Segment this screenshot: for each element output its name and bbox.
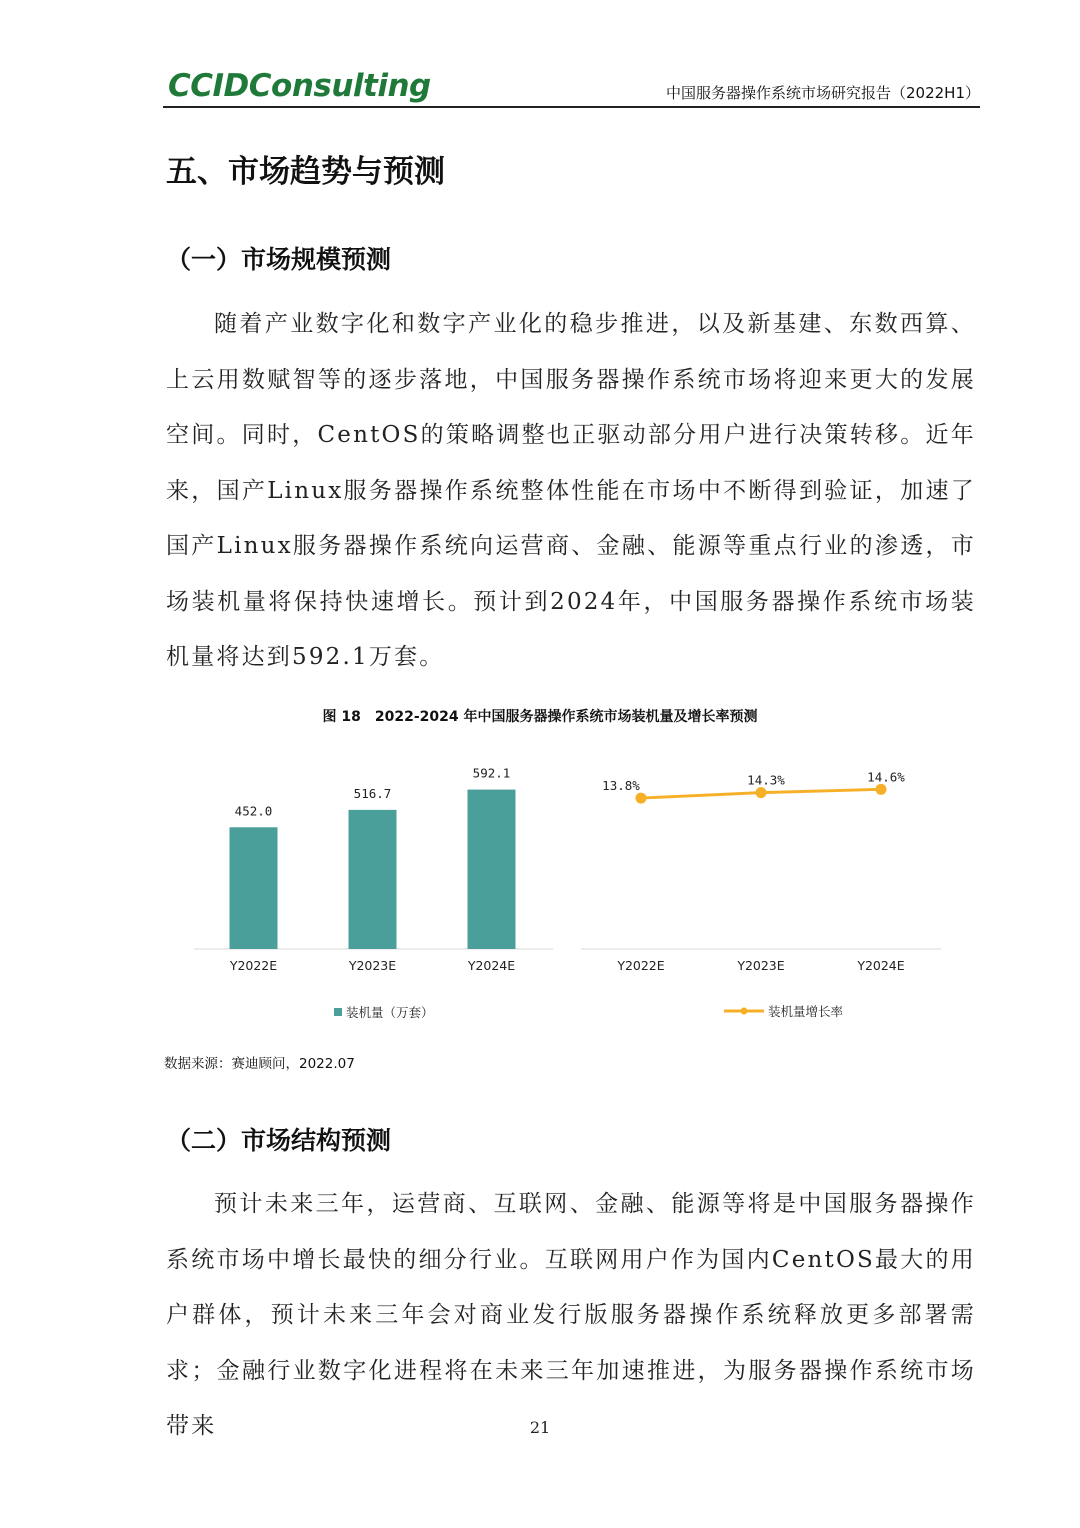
page-header <box>163 60 980 108</box>
point-value-label: 14.3% <box>747 772 785 788</box>
subsection-title-market-structure: （二）市场结构预测 <box>166 1126 392 1155</box>
bar-value-label: 516.7 <box>353 785 392 801</box>
section-title: 五、市场趋势与预测 <box>166 154 445 190</box>
bar-value-label: 452.0 <box>234 803 273 819</box>
growth-rate-line-chart <box>578 750 950 1040</box>
header-divider <box>163 106 980 108</box>
legend-label: 装机量增长率 <box>768 1004 844 1019</box>
bar-Y2022E <box>230 827 278 949</box>
report-title: 中国服务器操作系统市场研究报告（2022H1） <box>666 84 980 102</box>
x-tick-label: Y2022E <box>229 958 278 973</box>
page-number: 21 <box>529 1418 551 1437</box>
legend-marker <box>741 1008 748 1015</box>
paragraph-market-structure: 预计未来三年，运营商、互联网、金融、能源等将是中国服务器操作系统市场中增长最快的细分行业。互联网用户作为国内CentOS最大的用户群体，预计未来三年会对商业发行版服务器操作系统释放更多部署需求；金融行业数字化进程将在未来三年加速推进，为服务器操作系统市场带来 <box>166 1191 976 1439</box>
point-Y2022E <box>636 793 647 804</box>
x-tick-label: Y2023E <box>348 958 397 973</box>
legend-swatch <box>334 1008 342 1016</box>
x-tick-label: Y2024E <box>467 958 516 973</box>
point-value-label: 13.8% <box>602 778 640 794</box>
installation-bar-chart <box>188 750 568 1040</box>
point-value-label: 14.6% <box>867 769 905 785</box>
subsection-title-market-size: （一）市场规模预测 <box>166 245 392 274</box>
figure-title: 图 18 2022-2024 年中国服务器操作系统市场装机量及增长率预测 <box>322 709 758 725</box>
bar-Y2023E <box>349 810 397 949</box>
ccid-logo: CCIDConsulting <box>168 68 431 104</box>
paragraph-market-size: 随着产业数字化和数字产业化的稳步推进，以及新基建、东数西算、上云用数赋智等的逐步落地，中国服务器操作系统市场将迎来更大的发展空间。同时，CentOS的策略调整也正驱动部分用户进行决策转移。近年来，国产Linux服务器操作系统整体性能在市场中不断得到验证，加速了国产Linux服务器操作系统向运营商、金融、能源等重点行业的渗透，市场装机量将保持快速增长。预计到2024年，中国服务器操作系统市场装机量将达到592.1万套。 <box>166 311 976 670</box>
data-source: 数据来源：赛迪顾问，2022.07 <box>164 1056 355 1072</box>
point-Y2023E <box>756 787 767 798</box>
bar-value-label: 592.1 <box>472 765 511 781</box>
x-tick-label: Y2023E <box>737 958 785 973</box>
point-Y2024E <box>876 784 887 795</box>
x-tick-label: Y2024E <box>857 958 905 973</box>
x-tick-label: Y2022E <box>617 958 665 973</box>
bar-Y2024E <box>468 790 516 949</box>
legend-label: 装机量（万套） <box>346 1005 434 1020</box>
